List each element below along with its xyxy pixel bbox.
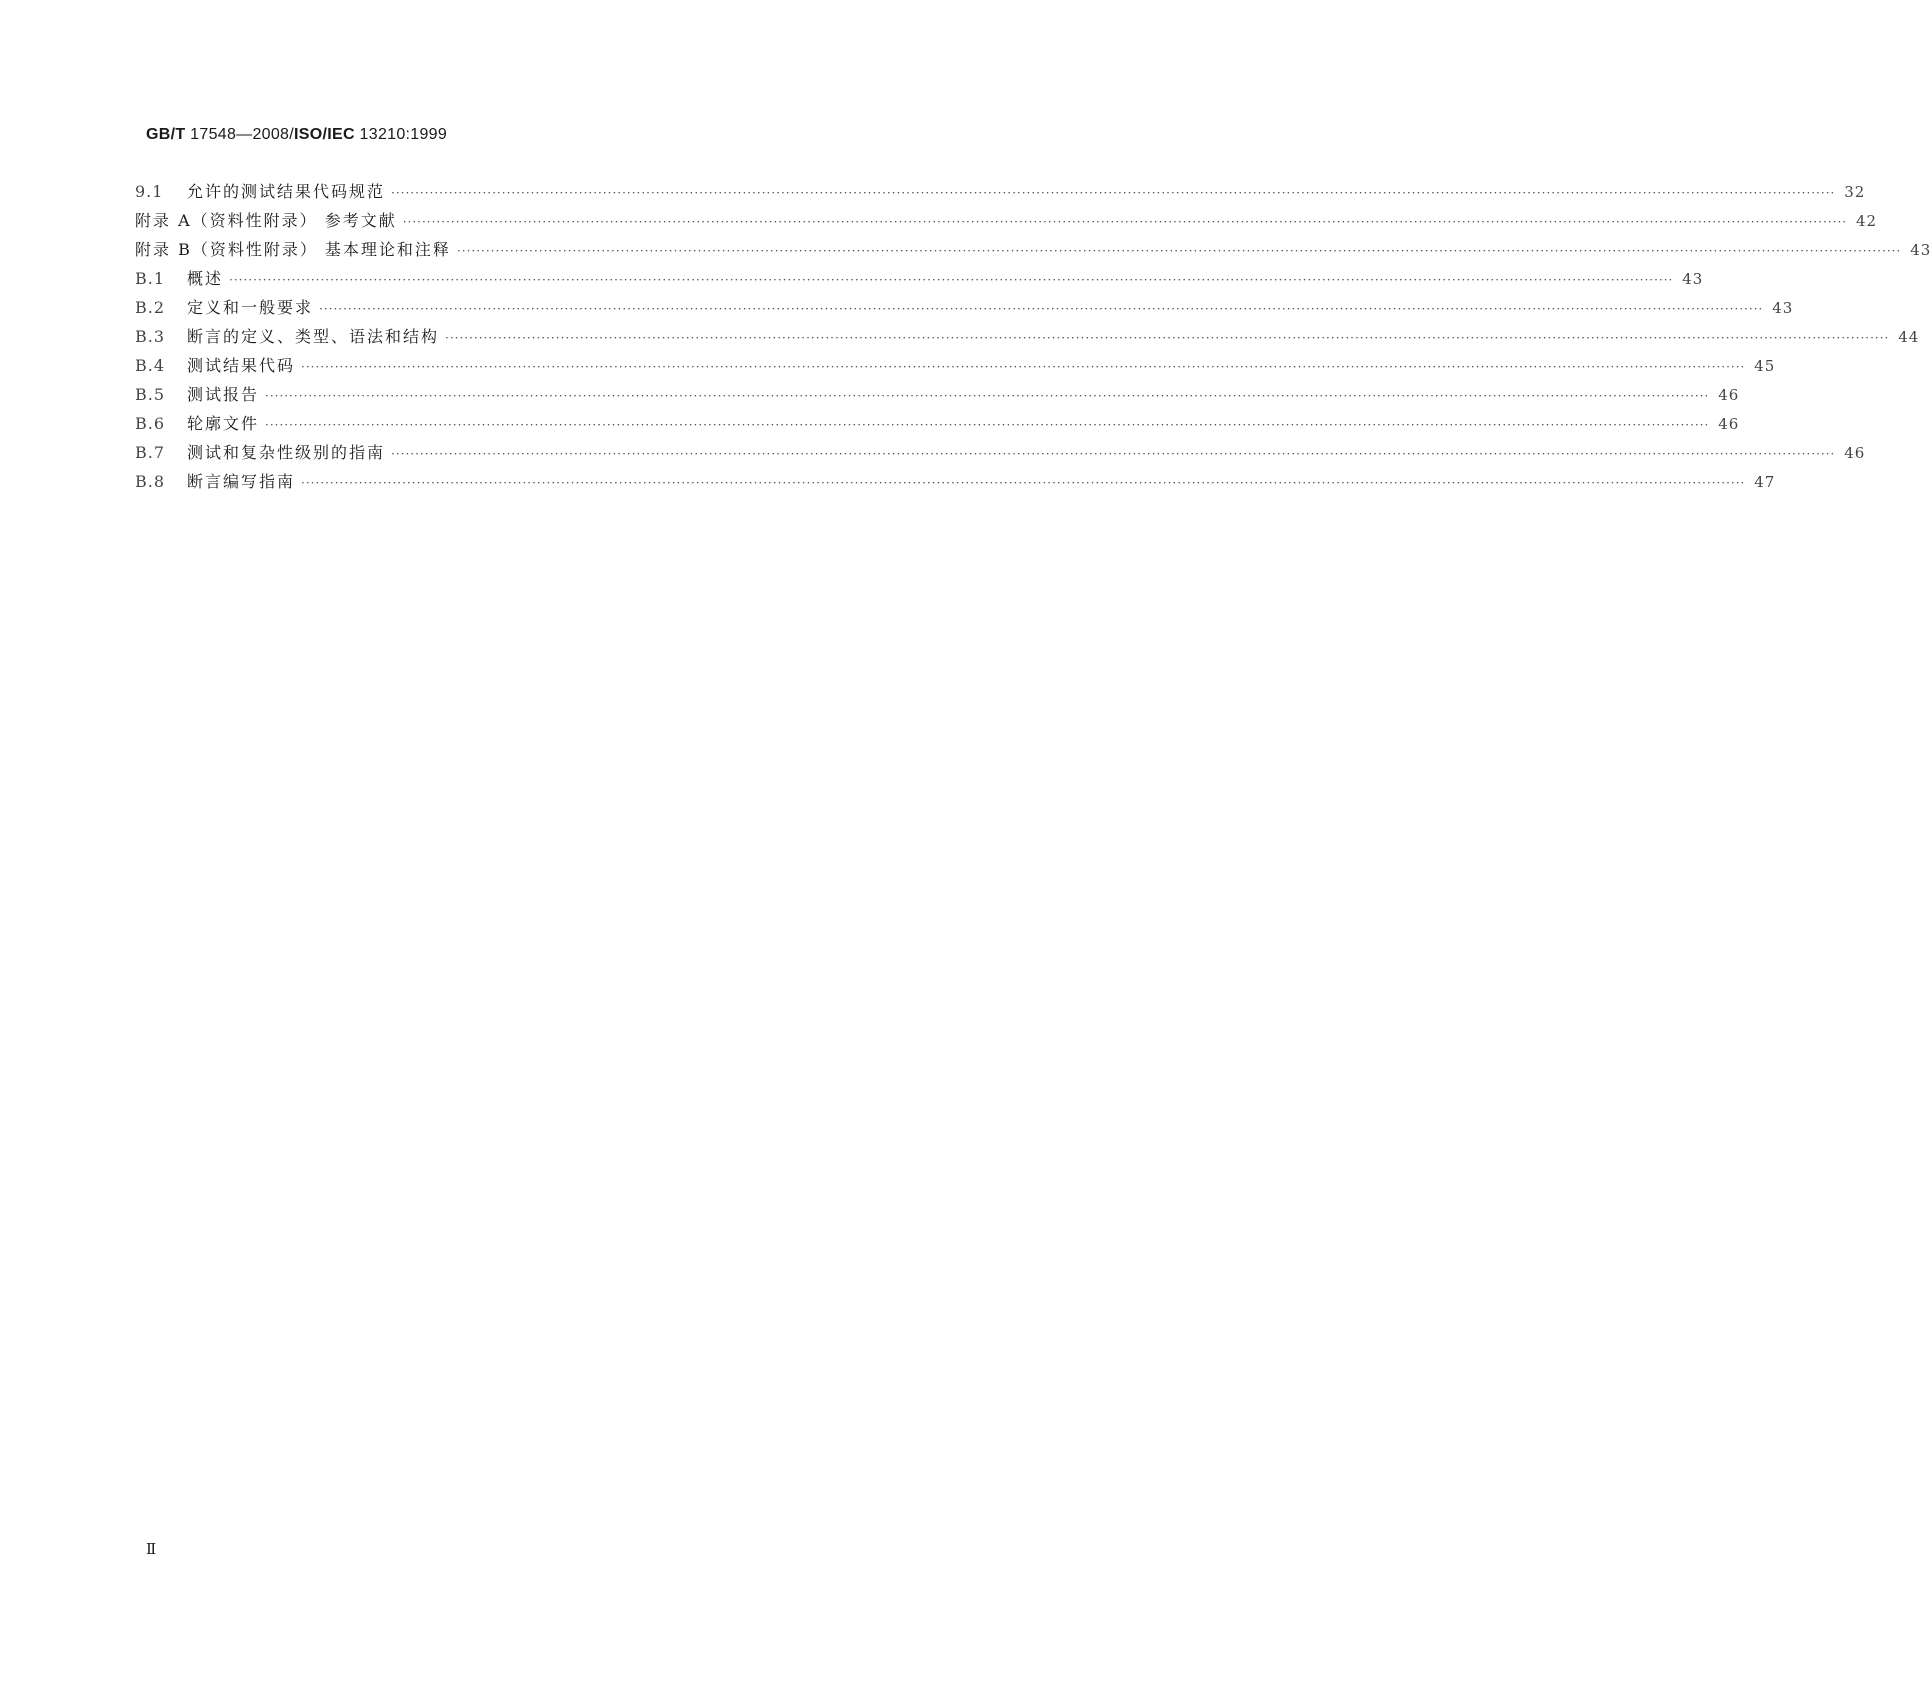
toc-entry[interactable] bbox=[135, 296, 1794, 320]
toc-entry[interactable] bbox=[135, 383, 1740, 407]
toc-entry-page: 46 bbox=[1844, 444, 1866, 462]
toc-entry-title: 测试结果代码 bbox=[187, 356, 296, 375]
standard-prefix: GB/T bbox=[146, 126, 186, 143]
toc-entry[interactable] bbox=[135, 325, 1920, 349]
toc-entry-number: 9.1 bbox=[135, 182, 164, 201]
toc-entry-page: 46 bbox=[1718, 415, 1740, 433]
document-header bbox=[146, 126, 447, 144]
toc-entry-page: 32 bbox=[1844, 183, 1866, 201]
toc-entry-title: 测试报告 bbox=[187, 385, 260, 404]
toc-entry[interactable] bbox=[135, 354, 1776, 378]
toc-entry-title: 定义和一般要求 bbox=[187, 298, 314, 317]
toc-entry-number: B.4 bbox=[135, 356, 166, 375]
toc-leader-dots: ············································································································································································································································································································ bbox=[265, 418, 1710, 432]
toc-entry-number: B.3 bbox=[135, 327, 166, 346]
toc-entry-number: B.7 bbox=[135, 443, 166, 462]
toc-entry-page: 43 bbox=[1772, 299, 1794, 317]
toc-entry-page: 45 bbox=[1754, 357, 1776, 375]
toc-leader-dots: ············································································································································································································································································································ bbox=[265, 389, 1710, 403]
toc-entry-title: 概述 bbox=[187, 269, 224, 288]
toc-entry-page: 46 bbox=[1718, 386, 1740, 404]
toc-entry-page: 42 bbox=[1855, 212, 1878, 230]
toc-entry-page: 44 bbox=[1898, 328, 1920, 346]
toc-entry-title: 断言的定义、类型、语法和结构 bbox=[187, 327, 440, 346]
page-folio: Ⅱ bbox=[146, 1540, 157, 1558]
toc-entry-number: B.6 bbox=[135, 414, 166, 433]
toc-leader-dots: ············································································································································································································································································································ bbox=[301, 360, 1746, 374]
toc-entry[interactable] bbox=[135, 470, 1776, 494]
toc-entry[interactable] bbox=[135, 441, 1866, 465]
toc-entry[interactable] bbox=[135, 267, 1704, 291]
toc-entry[interactable] bbox=[135, 180, 1866, 204]
toc-leader-dots: ············································································································································································································································································································ bbox=[456, 244, 1902, 258]
toc-leader-dots: ············································································································································································································································································································ bbox=[445, 331, 1890, 345]
toc-leader-dots: ············································································································································································································································································································ bbox=[319, 302, 1764, 316]
toc-entry-title: 轮廓文件 bbox=[187, 414, 260, 433]
toc-leader-dots: ············································································································································································································································································································ bbox=[402, 215, 1848, 229]
toc-entry-number: B.1 bbox=[135, 269, 166, 288]
toc-entry[interactable] bbox=[135, 238, 1931, 262]
toc-entry[interactable] bbox=[135, 209, 1878, 233]
toc-entry-number: B.2 bbox=[135, 298, 166, 317]
toc-leader-dots: ············································································································································································································································································································ bbox=[391, 186, 1836, 200]
toc-entry-title: 附录 B（资料性附录） 基本理论和注释 bbox=[135, 240, 451, 259]
toc-leader-dots: ············································································································································································································································································································ bbox=[229, 273, 1674, 287]
iso-number: 13210:1999 bbox=[359, 126, 448, 143]
toc-entry-title: 附录 A（资料性附录） 参考文献 bbox=[135, 211, 397, 230]
standard-number: 17548—2008/ bbox=[190, 126, 295, 143]
toc-entry[interactable] bbox=[135, 412, 1740, 436]
iso-prefix: ISO/IEC bbox=[294, 126, 355, 143]
toc-entry-title: 测试和复杂性级别的指南 bbox=[187, 443, 386, 462]
toc-leader-dots: ············································································································································································································································································································ bbox=[301, 476, 1746, 490]
toc-entry-title: 断言编写指南 bbox=[187, 472, 296, 491]
toc-entry-page: 43 bbox=[1682, 270, 1704, 288]
toc-entry-page: 43 bbox=[1910, 241, 1931, 259]
toc-leader-dots: ············································································································································································································································································································ bbox=[391, 447, 1836, 461]
toc-entry-number: B.8 bbox=[135, 472, 166, 491]
toc-entry-page: 47 bbox=[1754, 473, 1776, 491]
toc-entry-title: 允许的测试结果代码规范 bbox=[187, 182, 386, 201]
toc-entry-number: B.5 bbox=[135, 385, 166, 404]
